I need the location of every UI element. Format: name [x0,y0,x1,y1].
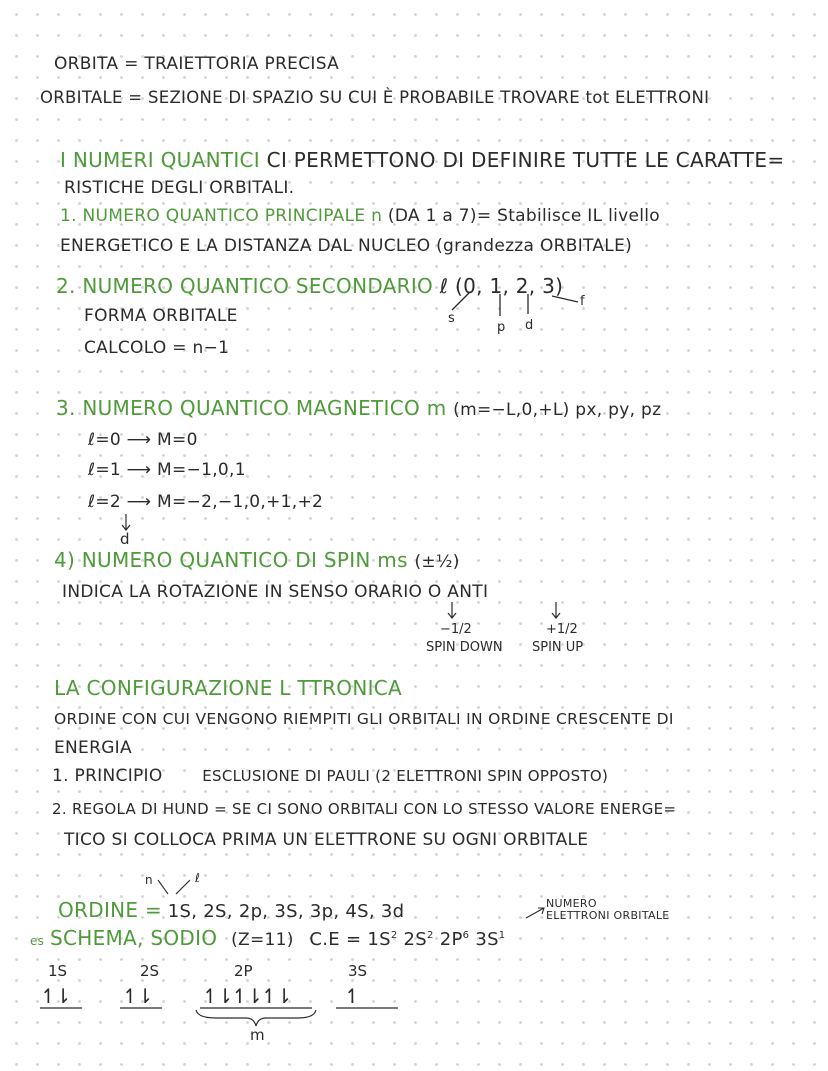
intro-highlight: I NUMERI QUANTICI [60,148,261,172]
elettroni-label: ELETTRONI ORBITALE [546,908,670,922]
principale-row [60,208,660,225]
intro-line-2: RISTICHE DEGLI ORBITALI. [64,178,295,198]
principio-text: ESCLUSIONE DI PAULI (2 ELETTRONI SPIN OPPOSTO) [202,767,609,785]
spin-up-label: SPIN UP [532,640,584,655]
orbital-3s: ↿ [344,984,359,1008]
orbital-2s: ↿⇂ [122,984,152,1008]
principale-desc-2: ENERGETICO E LA DISTANZA DAL NUCLEO (grandezza ORBITALE) [60,236,633,256]
schema-row [30,928,505,949]
spin-title: 4) NUMERO QUANTICO DI SPIN ms [54,548,408,572]
intro-line-1 [60,150,784,170]
magnetico-l1: ℓ=1 ⟶ M=−1,0,1 [88,460,246,480]
magnetico-desc: (m=−L,0,+L) px, py, pz [453,400,662,420]
spin-arrows-icon [440,600,570,622]
forma-orbitale: FORMA ORBITALE [84,306,238,326]
brace-label-m: m [250,1026,265,1044]
magnetico-d: d [120,530,130,548]
schema-z: (Z=11) [231,930,294,950]
ordine-row [58,900,404,921]
ordine-l: ℓ [195,871,201,885]
configurazione-elettronica: $C.E = 1S^2$ $2S^2$ $2P^6$ $3S^1$ [309,929,506,950]
hund-line-1: 2. REGOLA DI HUND = SE CI SONO ORBITALI CON LO STESSO VALORE ENERGE= [52,800,677,818]
magnetico-title: 3. NUMERO QUANTICO MAGNETICO m [56,396,447,420]
ce-label: C.E = [309,929,362,950]
secondario-title: 2. NUMERO QUANTICO SECONDARIO [56,274,434,298]
schema-title: SCHEMA, SODIO [49,926,218,950]
spin-plus: +1/2 [546,622,578,637]
configurazione-line-2: ENERGIA [54,738,132,758]
principale-title: 1. NUMERO QUANTICO PRINCIPALE n [60,206,383,226]
spin-value: (±½) [414,552,460,572]
ordine-list: 1S, 2S, 2p, 3S, 3p, 4S, 3d [167,901,405,922]
secondario-d: d [525,318,534,333]
schema-es: es [30,934,45,948]
orbita-definition: ORBITA = TRAIETTORIA PRECISA [54,54,340,74]
numero-label: NUMERO [546,897,597,910]
numero-elettroni-note [546,898,670,921]
magnetico-row [56,398,661,419]
label-2s: 2S [140,962,160,980]
configurazione-title: LA CONFIGURAZIONE L TTRONICA [54,676,403,700]
secondario-s: s [448,311,455,326]
hund-line-2: TICO SI COLLOCA PRIMA UN ELETTRONE SU OGNI ORBITALE [64,830,589,850]
secondario-p: p [497,320,506,335]
magnetico-l0: ℓ=0 ⟶ M=0 [88,430,198,450]
principio-label: 1. PRINCIPIO [52,766,163,786]
ordine-label: ORDINE = [58,898,163,922]
spin-row [54,550,460,571]
orbitale-definition: ORBITALE = SEZIONE DI SPAZIO SU CUI È PROBABILE TROVARE tot ELETTRONI [40,88,710,107]
label-1s: 1S [48,962,68,980]
note-arrow-icon [524,904,550,922]
secondario-values: ℓ (0, 1, 2, 3) [439,274,564,298]
label-2p: 2P [234,962,253,980]
principale-desc: (DA 1 a 7)= Stabilisce IL livello [387,206,661,226]
spin-down-label: SPIN DOWN [426,640,503,655]
magnetico-l2: ℓ=2 ⟶ M=−2,−1,0,+1,+2 [88,492,324,512]
intro-rest: CI PERMETTONO DI DEFINIRE TUTTE LE CARATTE= [260,148,785,172]
orbital-lines-icon [36,1000,406,1040]
orbital-1s: ↿⇂ [40,984,70,1008]
ordine-arrows-icon [150,871,201,898]
principio-row [52,768,608,785]
label-3s: 3S [348,962,368,980]
calcolo: CALCOLO = n−1 [84,338,230,358]
secondario-f: f [580,294,585,309]
ordine-n: n [145,873,153,887]
configurazione-line-1: ORDINE CON CUI VENGONO RIEMPITI GLI ORBITALI IN ORDINE CRESCENTE DI [54,710,674,728]
spin-desc: INDICA LA ROTAZIONE IN SENSO ORARIO O ANTI [62,582,489,602]
secondario-arrows-icon [440,288,590,324]
orbital-2p: ↿⇂↿⇂↿⇂ [202,984,291,1008]
spin-minus: −1/2 [440,622,472,637]
